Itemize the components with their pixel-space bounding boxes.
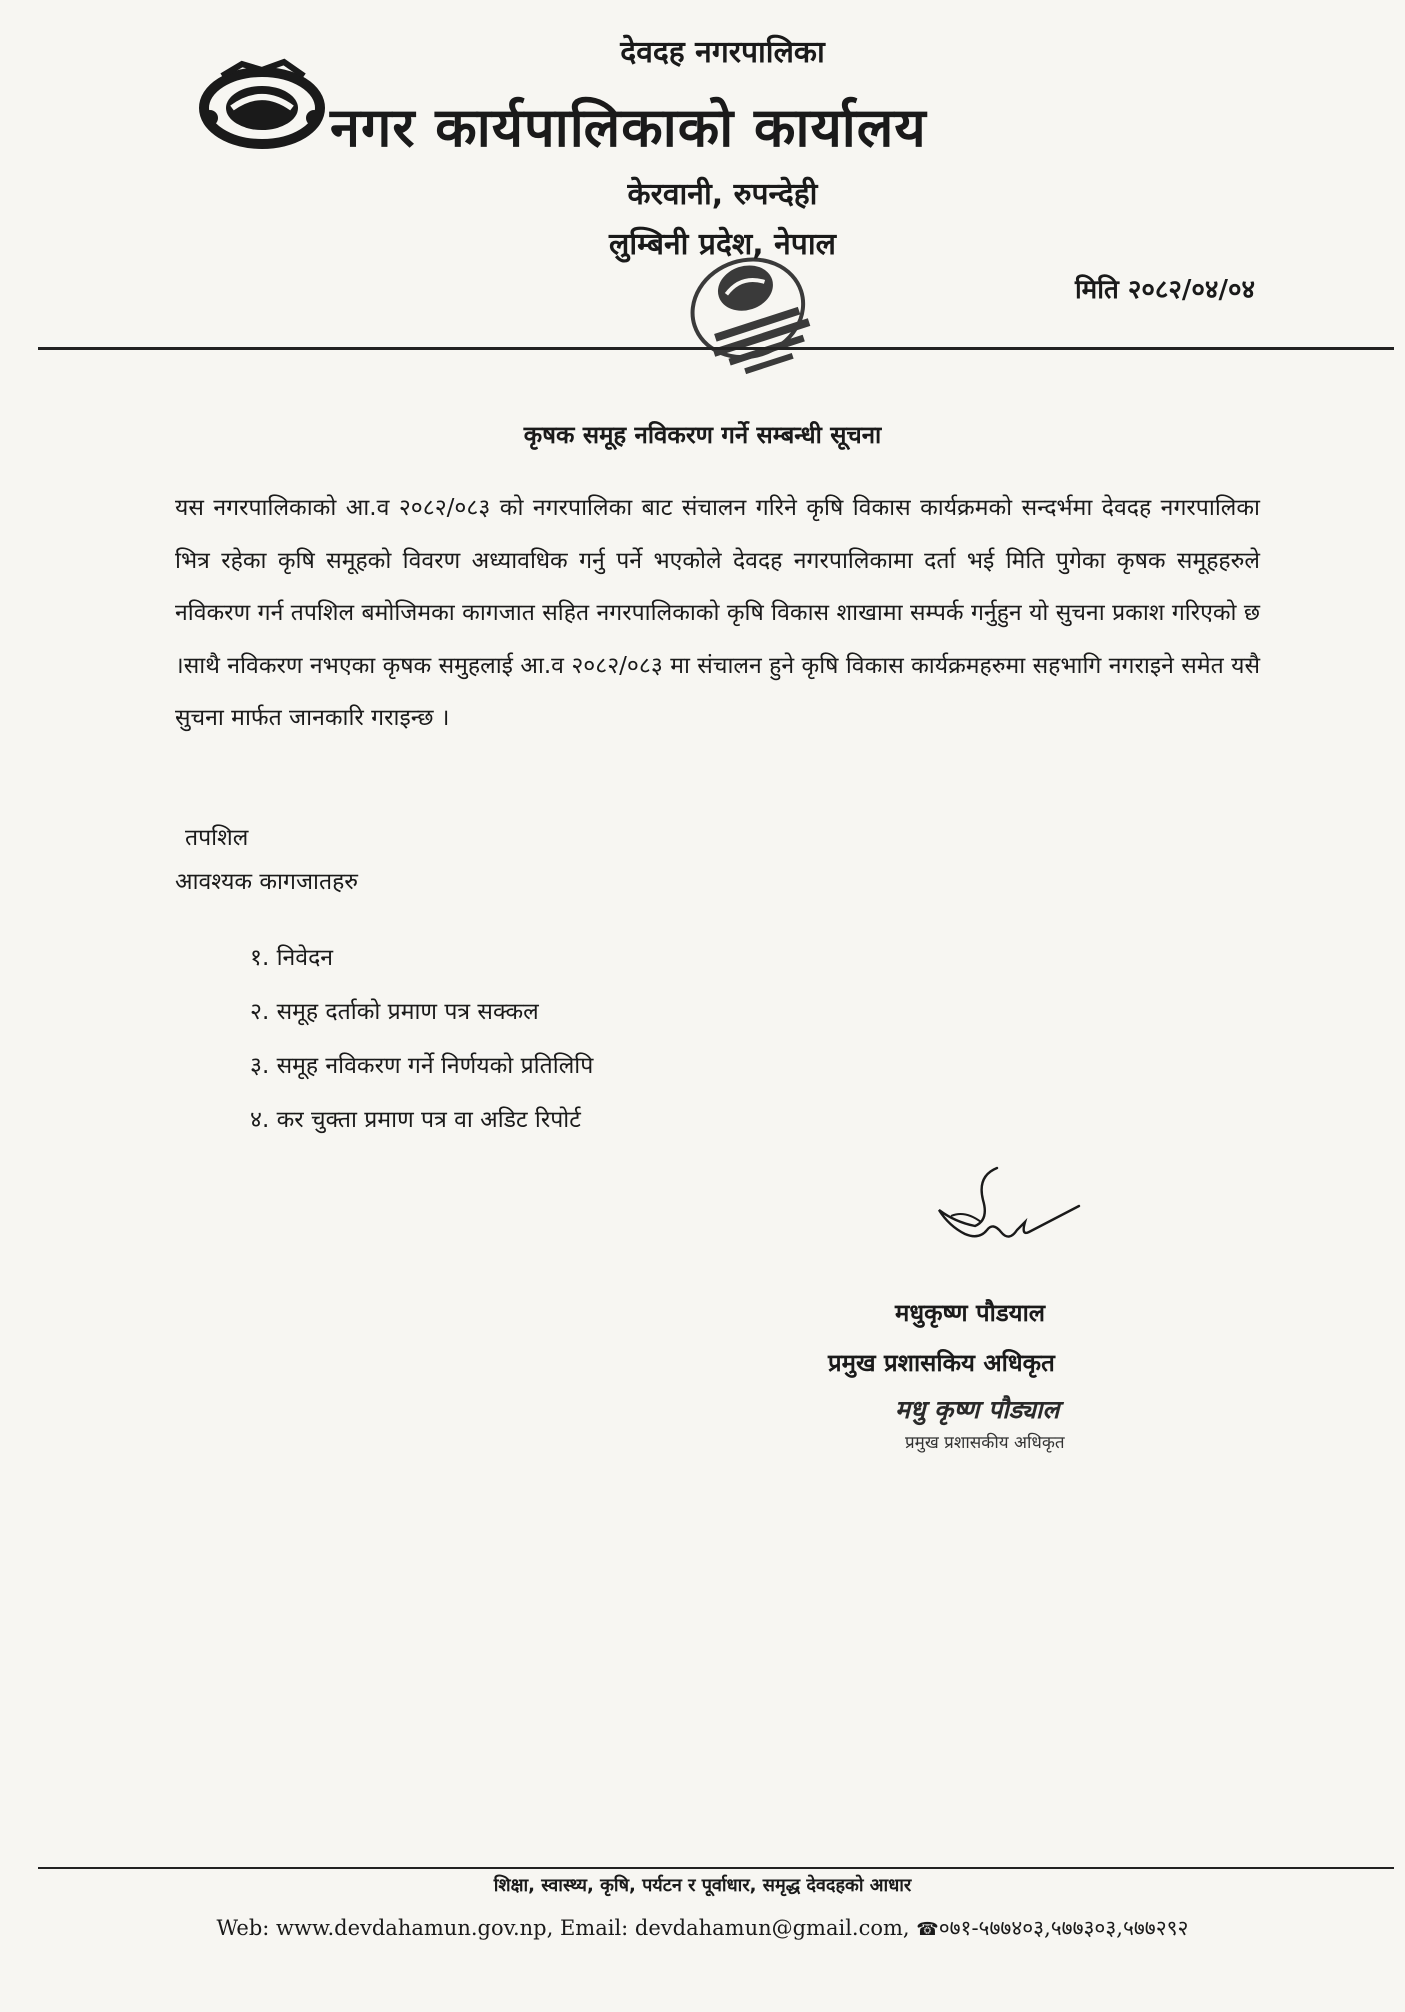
signatory-name: मधुकृष्ण पौडयाल — [895, 1299, 1046, 1327]
notice-subject: कृषक समूह नविकरण गर्ने सम्बन्धी सूचना — [523, 421, 882, 449]
phone-icon: ☎ — [916, 1919, 939, 1940]
signatory-title: प्रमुख प्रशासकिय अधिकृत — [828, 1349, 1055, 1377]
stamp-name: मधु कृष्ण पौड्याल — [895, 1395, 1060, 1424]
stamp-title: प्रमुख प्रशासकीय अधिकृत — [905, 1433, 1065, 1453]
phone-numbers: ०७१-५७७४०३,५७७३०३,५७७२९२ — [938, 1916, 1189, 1940]
notice-body: यस नगरपालिकाको आ.व २०८२/०८३ को नगरपालिका बाट संचालन गरिने कृषि विकास कार्यक्रमको सन्दर्भमा देवदह नगरपालिका भित्र रहेका कृषि समूहको विवरण अध्यावधिक गर्नु पर्ने भएकोले देवदह नगरपालिकामा दर्ता भई मिति पुगेका कृषक समूहहरुले नविकरण गर्न तपशिल बमोजिमका कागजात सहित नगरपालिकाको कृषि विकास शाखामा सम्पर्क गर्नुहुन यो सुचना प्रकाश गरिएको छ ।साथै नविकरण नभएका कृषक समुहलाई आ.व २०८२/०८३ मा संचालन हुने कृषि विकास कार्यक्रमहरुमा सहभागि नगराइने समेत यसै सुचना मार्फत जानकारि गराइन्छ । — [175, 495, 1260, 731]
list-heading: तपशिल — [185, 825, 249, 851]
office-name: नगर कार्यपालिकाको कार्यालय — [330, 96, 927, 159]
document-list — [250, 938, 593, 1154]
office-address: केरवानी, रुपन्देही — [627, 177, 818, 212]
list-item: ४. कर चुक्ता प्रमाण पत्र वा अडिट रिपोर्ट — [250, 1107, 581, 1133]
office-province: लुम्बिनी प्रदेश, नेपाल — [609, 227, 836, 262]
header-divider — [38, 347, 1394, 350]
contact-text: Web: www.devdahamun.gov.np, Email: devdahamun@gmail.com, — [216, 1916, 910, 1940]
list-item: २. समूह दर्ताको प्रमाण पत्र सक्कल — [250, 999, 539, 1025]
footer-slogan: शिक्षा, स्वास्थ्य, कृषि, पर्यटन र पूर्वाधार, समृद्ध देवदहको आधार — [493, 1875, 912, 1896]
list-item: १. निवेदन — [250, 945, 334, 971]
notice-date: मिति २०८२/०४/०४ — [1074, 275, 1255, 305]
footer-contact — [0, 1914, 1405, 1942]
list-subheading: आवश्यक कागजातहरु — [175, 869, 359, 895]
footer-divider — [38, 1867, 1394, 1869]
handwritten-signature — [925, 1160, 1085, 1265]
office-seal — [650, 230, 850, 400]
municipality-name: देवदह नगरपालिका — [620, 35, 825, 70]
list-item: ३. समूह नविकरण गर्ने निर्णयको प्रतिलिपि — [250, 1053, 594, 1079]
nepal-emblem-icon — [192, 56, 332, 152]
